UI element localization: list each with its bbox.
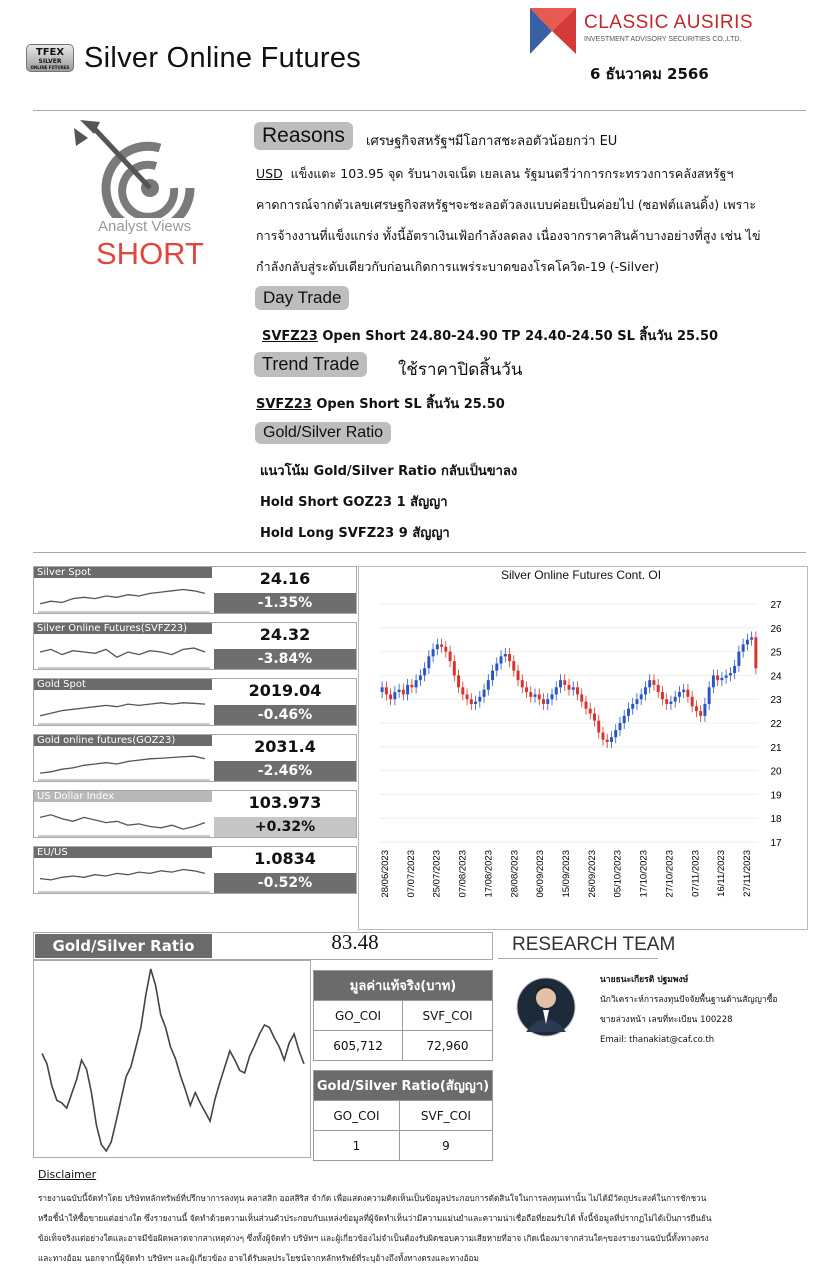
candle-body — [618, 723, 621, 730]
market-value: 1.0834 — [254, 849, 316, 868]
sparkline — [36, 747, 212, 781]
usd-tag: USD — [256, 166, 283, 181]
analyst-view-value: SHORT — [96, 236, 204, 271]
divider — [33, 552, 806, 553]
ratio-line: Hold Long SVFZ23 9 สัญญา — [260, 526, 450, 541]
x-tick-label: 28/08/2023 — [509, 850, 521, 898]
candlestick-chart — [358, 588, 804, 928]
analyst-role: ขายล่วงหน้า เลขที่ทะเบียน 100228 — [600, 1015, 733, 1025]
x-tick-label: 05/10/2023 — [612, 850, 624, 898]
candle-body — [474, 702, 477, 704]
target-arrow-icon — [70, 118, 210, 218]
candle-body — [716, 675, 719, 680]
table-header-cell: SVF_COI — [403, 1001, 493, 1031]
candle-body — [385, 687, 388, 694]
sparkline — [36, 635, 212, 669]
disclaimer-body — [38, 1188, 808, 1268]
market-label: Gold Spot — [34, 679, 212, 690]
disclaimer-line: และทางอ้อม นอกจากนี้ผู้จัดทำ บริษัทฯ และผู้เกี่ยวข้อง อาจได้รับผลประโยชน์จากหลักทรัพย์ที่ระบุอ้างถึงทั้งทางตรงและทางอ้อม — [38, 1253, 479, 1263]
day-trade-text: Open Short 24.80-24.90 TP 24.40-24.50 SL สิ้นวัน 25.50 — [317, 329, 719, 344]
fair-value-heading: มูลค่าแท้จริง(บาท) — [314, 971, 493, 1001]
market-change: -0.52% — [214, 873, 356, 893]
candle-body — [406, 685, 409, 695]
ratio-contracts-table — [313, 1070, 493, 1161]
table-cell: 605,712 — [314, 1031, 403, 1061]
candle-body — [402, 690, 405, 695]
table-header-cell: GO_COI — [314, 1001, 403, 1031]
candle-body — [657, 685, 660, 692]
candle-body — [470, 699, 473, 704]
candle-body — [551, 694, 554, 699]
x-tick-label: 07/08/2023 — [457, 850, 469, 898]
candle-body — [640, 694, 643, 699]
candle-body — [712, 675, 715, 687]
reasons-line-text: แข็งแตะ 103.95 จุด รับนางเจเน็ต เยลเลน รัฐมนตรีว่าการกระทรวงการคลังสหรัฐฯ — [290, 166, 734, 181]
market-value: 2031.4 — [254, 737, 316, 756]
candle-body — [423, 668, 426, 675]
research-info — [600, 970, 778, 1050]
market-value: 2019.04 — [248, 681, 322, 700]
trend-trade-symbol: SVFZ23 — [256, 397, 312, 412]
candle-body — [644, 687, 647, 694]
brand-logo-icon — [528, 6, 578, 56]
candle-body — [427, 656, 430, 668]
candle-body — [491, 671, 494, 681]
candle-body — [576, 687, 579, 694]
divider — [498, 958, 658, 959]
candle-body — [708, 687, 711, 704]
candle-body — [572, 687, 575, 689]
market-card — [33, 622, 357, 670]
candle-body — [750, 637, 753, 639]
x-tick-label: 15/09/2023 — [561, 850, 572, 898]
avatar — [516, 974, 576, 1040]
market-change: -0.46% — [214, 705, 356, 725]
ratio-line: แนวโน้ม Gold/Silver Ratio กลับเป็นขาลง — [260, 464, 518, 479]
sparkline — [36, 859, 212, 893]
day-trade-symbol: SVFZ23 — [262, 329, 318, 344]
candle-body — [733, 666, 736, 673]
candle-body — [436, 644, 439, 649]
candle-body — [563, 680, 566, 685]
candle-body — [589, 709, 592, 714]
brand-name: CLASSIC AUSIRIS — [584, 12, 754, 33]
market-change: -3.84% — [214, 649, 356, 669]
disclaimer-title-text: Disclaimer — [38, 1168, 97, 1181]
market-card — [33, 734, 357, 782]
analyst-views-label: Analyst Views — [98, 218, 192, 235]
candle-body — [742, 644, 745, 651]
candle-body — [508, 654, 511, 661]
reasons-body — [256, 158, 812, 282]
page-title: Silver Online Futures — [84, 42, 362, 74]
candle-body — [627, 709, 630, 716]
candle-body — [635, 699, 638, 704]
candle-body — [521, 680, 524, 687]
candle-body — [610, 737, 613, 742]
candle-body — [555, 687, 558, 694]
tfex-logo-sub2: ONLINE FUTURES — [30, 65, 70, 70]
reasons-line — [256, 158, 812, 189]
candle-body — [559, 680, 562, 687]
market-label: EU/US — [34, 847, 212, 858]
candle-body — [661, 692, 664, 699]
disclaimer-title — [38, 1168, 96, 1181]
candle-body — [597, 721, 600, 733]
reasons-heading: Reasons — [254, 122, 353, 150]
reasons-line: การจ้างงานที่แข็งแกร่ง ทั้งนี้อัตราเงินเฟ้อกำลังลดลง เนื่องจากราคาสินค้าบางอย่างที่สูง เช่น ไข่ — [256, 228, 761, 243]
candle-body — [648, 680, 651, 687]
report-date: 6 ธันวาคม 2566 — [590, 65, 709, 83]
candle-body — [534, 694, 537, 696]
disclaimer-line: หรือชี้นำให้ซื้อขายแต่อย่างใด ซึ่งรายงานนี้ จัดทำด้วยความเห็นส่วนตัวประกอบกับแหล่งข้อมูลที่ผู้จัดทำเห็นว่ามีความแม่นยำและความน่าเชื่อถือที่ยอมรับได้ ทั้งนี้ข้อมูลที่ปรากฏไม่ได้เป็นการยืนยัน — [38, 1213, 712, 1223]
candle-body — [419, 675, 422, 680]
candle-body — [754, 637, 757, 668]
candle-body — [720, 678, 723, 680]
candle-body — [461, 687, 464, 694]
ratio-line: Hold Short GOZ23 1 สัญญา — [260, 495, 448, 510]
ratio-line-chart — [33, 960, 311, 1158]
candle-body — [483, 690, 486, 697]
candle-body — [512, 661, 515, 671]
disclaimer-line: ข้อเท็จจริงแต่อย่างใดและอาจมีข้อผิดพลาดจากสาเหตุต่างๆ ซึ่งทั้งผู้จัดทำ บริษัทฯ และผู้เกี่ยวข้องไม่จำเป็นต้องรับผิดชอบความเสียหายที่อาจ เกิดเนื่องมาจากส่วนใดๆของรายงานฉบับนี้ทั้งทางตรง — [38, 1233, 709, 1243]
x-tick-label: 16/11/2023 — [716, 850, 728, 897]
candle-body — [746, 640, 749, 645]
candle-body — [500, 656, 503, 663]
reasons-headline: เศรษฐกิจสหรัฐฯมีโอกาสชะลอตัวน้อยกว่า EU — [366, 134, 618, 149]
candle-body — [623, 716, 626, 723]
market-card — [33, 678, 357, 726]
research-heading: RESEARCH TEAM — [512, 934, 676, 955]
y-tick-label: 21 — [770, 742, 782, 754]
market-value: 24.16 — [259, 569, 311, 588]
divider — [33, 110, 806, 111]
y-tick-label: 17 — [770, 838, 782, 849]
fair-value-table — [313, 970, 493, 1061]
candle-body — [444, 647, 447, 652]
candle-body — [466, 694, 469, 699]
market-card — [33, 566, 357, 614]
candle-body — [449, 652, 452, 662]
x-tick-label: 27/11/2023 — [742, 850, 753, 897]
candle-body — [517, 671, 520, 681]
market-value: 103.973 — [248, 793, 322, 812]
x-tick-label: 07/07/2023 — [405, 850, 417, 898]
analyst-role: นักวิเคราะห์การลงทุนปัจจัยพื้นฐานด้านสัญญาซื้อ — [600, 995, 778, 1005]
x-tick-label: 07/11/2023 — [690, 850, 702, 897]
y-tick-label: 18 — [770, 814, 782, 826]
candle-body — [682, 690, 685, 692]
day-trade-heading: Day Trade — [255, 286, 349, 310]
analyst-email: Email: thanakiat@caf.co.th — [600, 1035, 715, 1045]
table-cell: 72,960 — [403, 1031, 493, 1061]
candle-body — [542, 699, 545, 704]
candle-body — [478, 697, 481, 702]
x-tick-label: 17/08/2023 — [483, 850, 495, 898]
table-header-cell: GO_COI — [314, 1101, 400, 1131]
candle-body — [495, 664, 498, 671]
candle-body — [393, 692, 396, 699]
y-tick-label: 19 — [770, 790, 782, 802]
trend-trade-heading: Trend Trade — [254, 352, 367, 377]
y-tick-label: 26 — [770, 623, 782, 635]
x-tick-label: 26/09/2023 — [586, 850, 598, 898]
candle-body — [674, 697, 677, 702]
sparkline — [36, 579, 212, 613]
candle-body — [665, 699, 668, 704]
sparkline — [36, 691, 212, 725]
candle-body — [432, 649, 435, 656]
candle-body — [457, 675, 460, 687]
candle-body — [538, 694, 541, 699]
candle-body — [614, 730, 617, 737]
market-change: -2.46% — [214, 761, 356, 781]
market-label: Silver Spot — [34, 567, 212, 578]
y-tick-label: 20 — [770, 766, 782, 778]
candle-body — [593, 713, 596, 720]
candle-body — [504, 654, 507, 656]
candle-body — [725, 675, 728, 677]
candle-body — [529, 692, 532, 697]
reasons-line: คาดการณ์จากตัวเลขเศรษฐกิจสหรัฐฯจะชะลอตัวลงแบบค่อยเป็นค่อยไป (ซอฟต์แลนดิ้ง) เพราะ — [256, 197, 757, 212]
candle-body — [695, 706, 698, 711]
market-change: -1.35% — [214, 593, 356, 613]
market-card — [33, 790, 357, 838]
tfex-logo-sub: SILVER — [38, 58, 62, 65]
market-label: Gold online futures(GOZ23) — [34, 735, 212, 746]
ratio-lines — [260, 456, 517, 549]
candle-body — [691, 697, 694, 707]
ratio-value: 83.48 — [331, 930, 379, 954]
candle-body — [381, 687, 384, 692]
candle-body — [652, 680, 655, 685]
candle-body — [415, 680, 418, 687]
tfex-logo-text: TFEX — [35, 47, 65, 58]
candle-body — [729, 673, 732, 675]
candle-body — [453, 661, 456, 675]
candle-body — [568, 685, 571, 690]
y-tick-label: 25 — [770, 647, 782, 659]
candle-body — [631, 704, 634, 709]
market-label: Silver Online Futures(SVFZ23) — [34, 623, 212, 634]
candle-body — [699, 711, 702, 716]
disclaimer-line: รายงานฉบับนี้จัดทำโดย บริษัทหลักทรัพย์ที่ปรึกษาการลงทุน คลาสสิก ออสสิริส จำกัด เพื่อแสดงความคิดเห็นเป็นข้อมูลประกอบการตัดสินใจในการลงทุนเท่านั้น ไม่ได้มีวัตถุประสงค์ในการชักชวน — [38, 1193, 707, 1203]
tfex-logo — [26, 44, 74, 72]
candle-body — [737, 652, 740, 666]
ratio-series-line — [42, 969, 304, 1151]
candle-body — [703, 704, 706, 716]
candle-body — [487, 680, 490, 690]
candle-body — [601, 733, 604, 740]
table-header-cell: SVF_COI — [399, 1101, 492, 1131]
brand-sub: INVESTMENT ADVISORY SECURITIES CO.,LTD. — [584, 36, 742, 43]
x-tick-label: 17/10/2023 — [638, 850, 650, 898]
market-change: +0.32% — [214, 817, 356, 837]
candle-body — [686, 690, 689, 697]
candle-body — [389, 694, 392, 699]
candle-body — [410, 685, 413, 687]
candle-body — [440, 644, 443, 646]
x-tick-label: 27/10/2023 — [664, 850, 676, 898]
ratio-heading: Gold/Silver Ratio — [255, 422, 391, 444]
market-value: 24.32 — [259, 625, 311, 644]
trend-trade-line — [256, 393, 505, 414]
chart-title: Silver Online Futures Cont. OI — [500, 568, 662, 582]
y-tick-label: 23 — [770, 695, 782, 707]
candle-body — [606, 740, 609, 742]
trend-trade-note: ใช้ราคาปิดสิ้นวัน — [398, 360, 523, 380]
candle-body — [580, 694, 583, 701]
day-trade-line — [262, 325, 718, 346]
reasons-line: กำลังกลับสู่ระดับเดียวกับก่อนเกิดการแพร่ระบาดของโรคโควิด-19 (-Silver) — [256, 259, 660, 274]
table-cell: 9 — [399, 1131, 492, 1161]
y-tick-label: 22 — [770, 719, 782, 730]
candle-body — [398, 690, 401, 692]
x-tick-label: 06/09/2023 — [535, 850, 547, 898]
y-tick-label: 24 — [770, 671, 782, 683]
candle-body — [585, 702, 588, 709]
candle-body — [669, 702, 672, 704]
y-tick-label: 27 — [770, 600, 782, 611]
ratio-contracts-heading: Gold/Silver Ratio(สัญญา) — [314, 1071, 493, 1101]
table-cell: 1 — [314, 1131, 400, 1161]
market-card — [33, 846, 357, 894]
analyst-name: นายธนะเกียรติ ปฐมพงษ์ — [600, 975, 689, 985]
sparkline — [36, 803, 212, 837]
candle-body — [525, 687, 528, 692]
candle-body — [546, 699, 549, 704]
ratio-label: Gold/Silver Ratio — [35, 934, 212, 958]
trend-trade-text: Open Short SL สิ้นวัน 25.50 — [311, 397, 505, 412]
candle-body — [678, 692, 681, 697]
x-tick-label: 25/07/2023 — [431, 850, 443, 898]
market-label: US Dollar Index — [34, 791, 212, 802]
x-tick-label: 28/06/2023 — [380, 850, 391, 898]
